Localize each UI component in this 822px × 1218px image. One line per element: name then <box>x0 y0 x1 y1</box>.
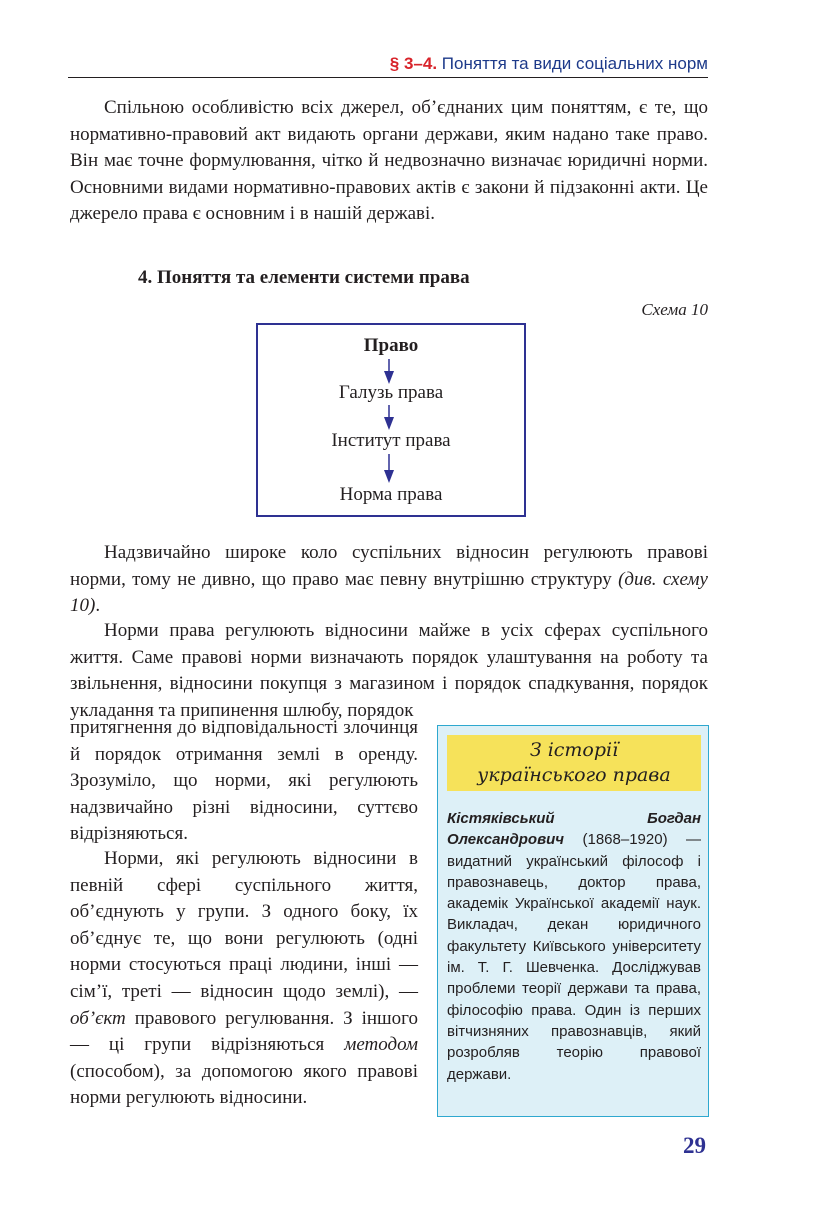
paragraph-3-continued: притягнення до відповідальності злочинця й порядок отримання землі в оренду. Зрозуміло, що норми, які регулюють надзвичайно різні відносини, суттєво відрізняються. <box>70 717 418 845</box>
scheme-reference: (див. схему 10) <box>70 568 708 617</box>
paragraph-3: Норми права регулюють відносини майже в усіх сферах суспільного життя. Саме правові норми визначають порядок улаштування на роботу та звільнення, відносини покупця з магазином і порядок спадкування, порядок укладання та припинення шлюбу, порядок <box>70 620 708 721</box>
sidebar-title-line-2: українського права <box>477 764 671 786</box>
diagram-node-norm: Норма права <box>339 484 443 505</box>
term-object: об’єкт <box>70 1007 126 1029</box>
law-system-diagram <box>256 323 526 517</box>
sidebar-body-text: (1868–1920) — видатний український філософ і правознавець, доктор права, академік Української академії наук. Викладач, декан юридичного факультету Київського університету ім. Т. Г. Шевченка. Досліджував проблеми теорії держави та права, філософію права. Один із перших вітчизняних правознавців, який розробляв теорію правової держави. <box>447 831 701 1083</box>
paragraph-4-text-a: Норми, які регулюють відносини в певній сфері суспільного життя, об’єднують у групи. З одного боку, їх об’єднує те, що вони регулюють (одні норми стосуються праці людини, інші — сім’ї, треті — відносин щодо землі), — <box>70 848 418 1002</box>
diagram-node-institute: Інститут права <box>331 430 451 451</box>
page-number: 29 <box>683 1133 706 1158</box>
header-rule <box>68 77 708 78</box>
paragraph-4-text-b: правового регулювання. З іншого — ці групи відрізняються <box>70 1007 418 1056</box>
sidebar-title-line-1: З історії <box>529 739 619 761</box>
diagram-node-branch: Галузь права <box>338 382 444 403</box>
down-arrow-icon <box>382 405 396 431</box>
down-arrow-icon <box>382 454 396 484</box>
section-number: § 3–4. <box>389 54 438 73</box>
section-heading: 4. Поняття та елементи системи права <box>138 267 470 288</box>
sidebar-title <box>447 735 701 791</box>
paragraph-4-text-c: (способом), за допомогою якого правові норми регулюють відносини. <box>70 1060 418 1109</box>
term-method: методом <box>344 1034 418 1056</box>
paragraph-2-text: Надзвичайно широке коло суспільних відносин регулюють правові норми, тому не дивно, що право має певну внутрішню структуру <box>70 542 708 590</box>
sidebar-person-name: Кістяківський Богдан Олександрович <box>447 810 701 849</box>
diagram-node-law: Право <box>363 335 419 356</box>
paragraph-1: Спільною особливістю всіх джерел, об’єднаних цим поняттям, є те, що нормативно-правовий акт видають органи держави, яким надано таке право. Він має точне формулювання, чітко й недвозначно визначає юридичні норми. Основними видами нормативно-правових актів є закони й підзаконні акти. Це джерело права є основним і в нашій державі. <box>70 97 708 225</box>
paragraph-2 <box>70 540 708 620</box>
paragraph-4 <box>70 846 418 1112</box>
scheme-label: Схема 10 <box>641 300 708 319</box>
history-sidebar <box>437 725 709 1117</box>
running-header <box>68 52 708 76</box>
paragraph-2-end: . <box>95 595 101 617</box>
sidebar-body <box>447 808 701 1085</box>
section-title: Поняття та види соціальних норм <box>441 54 708 73</box>
